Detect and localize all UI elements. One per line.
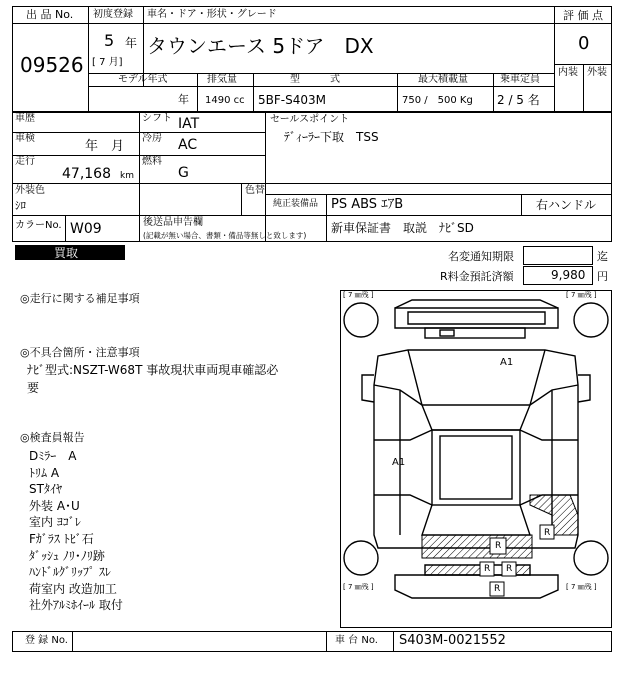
name-change-label: 名変通知期限: [448, 250, 514, 263]
mileage-unit: km: [120, 171, 134, 181]
hatch-rear-panel: [422, 535, 532, 558]
fuel-label: 燃料: [142, 156, 162, 167]
capacity-value: 2 / 5 名: [497, 93, 540, 107]
handle-value: 右ハンドル: [536, 198, 597, 212]
history-label: 車歴: [15, 113, 35, 124]
reg-no-label: 登 録 No.: [25, 635, 68, 646]
first-reg-label: 初度登録: [93, 9, 133, 20]
defects-title: ◎不具合箇所・注意事項: [20, 346, 140, 359]
car-name: タウンエース 5ドア DX: [147, 34, 374, 58]
tire-label-fr: [ 7 ㎜残 ]: [566, 291, 597, 299]
driving-notes-title: ◎走行に関する補足事項: [20, 292, 140, 305]
max-load-label: 最大積載量: [418, 74, 468, 85]
name-change-field: [523, 246, 593, 265]
inspector-item: Dﾐﾗｰ A: [29, 449, 77, 463]
recycle-label: R料金預託済額: [440, 270, 514, 283]
color-change-label: 色替: [245, 185, 265, 196]
inspector-item: ﾄﾘﾑ A: [29, 465, 60, 480]
inspector-item: 外装 A･U: [29, 498, 80, 513]
tire-rear-right: [574, 541, 608, 575]
mileage-value: 47,168: [62, 166, 111, 182]
ext-color-value: ｼﾛ: [15, 199, 26, 212]
color-no-label: カラーNo.: [15, 220, 62, 231]
fuel-value: G: [178, 165, 189, 181]
tire-rear-left: [344, 541, 378, 575]
repair-mark: R: [495, 541, 502, 551]
ext-color-label: 外装色: [15, 185, 45, 196]
warranty-value: 新車保証書 取説 ﾅﾋﾞSD: [331, 221, 474, 235]
inspector-list: [29, 448, 123, 614]
aircon-value: AC: [178, 137, 198, 153]
sales-point-value: ﾃﾞｨｰﾗｰ下取 TSS: [284, 130, 379, 144]
rating-value: 0: [578, 33, 590, 54]
defects-text-1: ﾅﾋﾞ型式:NSZT-W68T 事故現状車両現車確認必: [27, 363, 279, 377]
listing-no-label: 出 品 No.: [26, 8, 74, 21]
inspector-item: ﾊﾝﾄﾞﾙｸﾞﾘｯﾌﾟ ｽﾚ: [29, 565, 111, 580]
hatch-rear-bumper-left: [425, 565, 480, 575]
defects-text-2: 要: [27, 381, 40, 395]
repair-mark: R: [544, 528, 551, 538]
repair-mark: R: [494, 584, 501, 594]
shift-label: シフト: [142, 113, 172, 124]
repair-mark: R: [484, 564, 491, 574]
first-reg-month: [ 7 月]: [92, 57, 123, 68]
front-bumper: [395, 308, 558, 328]
car-name-label: 車名・ドア・形状・グレード: [147, 9, 277, 20]
type-label: 型 式: [290, 74, 340, 85]
chassis-no-label: 車 台 No.: [335, 635, 378, 646]
inspector-item: ﾀﾞｯｼｭ ﾉﾘ･ﾉﾘ跡: [29, 548, 105, 563]
damage-mark-a1-side: A1: [392, 457, 406, 468]
exterior-label: 外装: [587, 67, 607, 78]
aircon-label: 冷房: [142, 133, 162, 144]
inspection-label: 車検: [15, 133, 35, 144]
inspector-item: 荷室内 改造加工: [29, 581, 117, 596]
mileage-label: 走行: [15, 156, 35, 167]
recycle-unit: 円: [597, 270, 608, 283]
options-value: PS ABS ｴｱB: [331, 197, 404, 212]
footer-table: [12, 631, 612, 652]
inspector-item: Fｶﾞﾗｽ ﾄﾋﾞ石: [29, 531, 94, 546]
rear-bumper: [395, 575, 558, 598]
type-value: 5BF-S403M: [258, 93, 326, 107]
damage-mark-a1-front: A1: [500, 357, 514, 368]
tire-front-left: [344, 303, 378, 337]
inspection-value: 年 月: [85, 139, 125, 154]
tire-label-fl: [ 7 ㎜残 ]: [343, 291, 374, 299]
interior-label: 内装: [558, 67, 578, 78]
color-no-value: W09: [70, 221, 102, 237]
displacement-label: 排気量: [207, 74, 237, 85]
inspector-title: ◎検査員報告: [20, 431, 85, 444]
tire-label-rr: [ 7 ㎜残 ]: [566, 583, 597, 591]
tire-label-rl: [ 7 ㎜残 ]: [343, 583, 374, 591]
roof: [432, 430, 520, 505]
tire-front-right: [574, 303, 608, 337]
recycle-value: 9,980: [551, 268, 586, 282]
name-change-suffix: 迄: [597, 250, 608, 263]
sales-point-label: セールスポイント: [270, 114, 350, 125]
aftermarket-note: (記載が無い場合、書類・備品等無しと致します): [143, 231, 307, 240]
listing-no: 09526: [20, 53, 84, 77]
car-diagram: [340, 290, 612, 628]
model-year-label: モデル年式: [118, 74, 168, 85]
inspector-item: 室内 ﾖｺﾞﾚ: [29, 515, 81, 530]
repair-mark: R: [506, 564, 513, 574]
rating-label: 評 価 点: [563, 9, 603, 22]
aftermarket-label: 後送品申告欄: [143, 217, 203, 228]
options-label: 純正装備品: [273, 199, 319, 209]
body-outline: [374, 350, 578, 548]
chassis-no-value: S403M-0021552: [399, 633, 506, 648]
max-load-value: 750 / 500 Kg: [402, 95, 473, 106]
displacement-value: 1490 cc: [205, 95, 245, 106]
shift-value: IAT: [178, 116, 200, 132]
inspector-item: STﾀｲﾔ: [29, 482, 62, 497]
first-reg-year-suffix: 年: [125, 36, 138, 50]
capacity-label: 乗車定員: [500, 74, 540, 85]
inspector-item: 社外ｱﾙﾐﾎｲｰﾙ 取付: [29, 598, 123, 613]
first-reg-year: 5: [104, 31, 115, 50]
buy-badge-text: 買取: [54, 246, 79, 260]
model-year-value: 年: [178, 93, 189, 106]
